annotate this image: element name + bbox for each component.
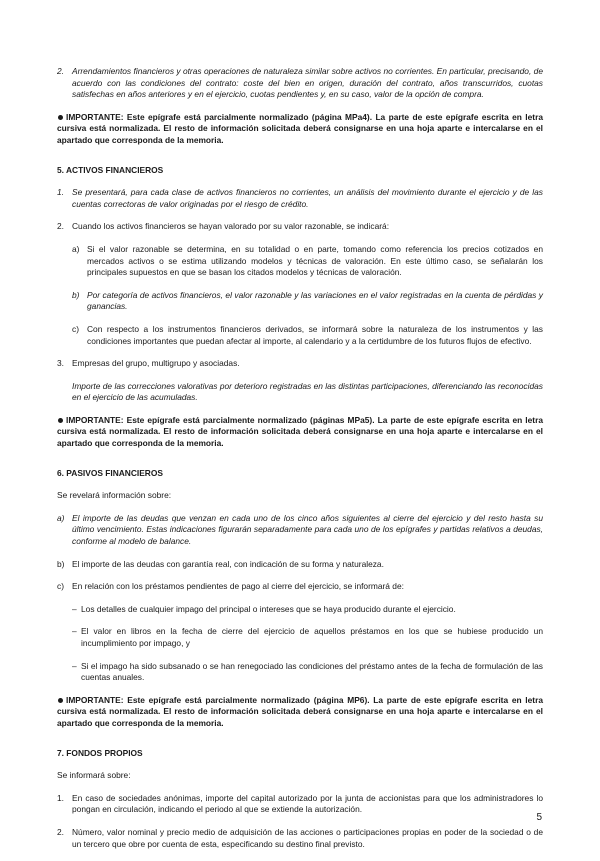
- item-number: 2.: [57, 826, 64, 837]
- sub-text: El importe de las deudas con garantía real, con indicación de su forma y naturaleza.: [72, 558, 384, 569]
- s5-item-3-note: Importe de las correcciones valorativas por deterioro registradas en las distintas participaciones, diferenciando las reconocidas en el ejercicio de las acumuladas.: [72, 380, 543, 403]
- page-number: 5: [536, 812, 542, 823]
- item-number: 3.: [57, 358, 64, 369]
- important-notice-3: [57, 695, 543, 730]
- item-number: 2.: [57, 221, 64, 232]
- sub-letter: c): [57, 581, 64, 592]
- sub-text: Con respecto a los instrumentos financieros derivados, se informará sobre la naturaleza de los instrumentos y las condiciones importantes que puedan afectar al importe, al calendario y a la certidumbre de los futuros flujos de efectivo.: [87, 323, 543, 346]
- s5-sub-a: [72, 244, 543, 279]
- item-number: 1.: [57, 792, 64, 803]
- s7-item-1: [57, 793, 543, 816]
- s7-item-2: [57, 827, 543, 850]
- sub-letter: b): [57, 558, 65, 569]
- s5-sub-b: [72, 290, 543, 313]
- s6-lead: Se revelará información sobre:: [57, 490, 172, 501]
- important-notice-2: [57, 415, 543, 450]
- s5-item-1: [57, 187, 543, 210]
- item-text: En caso de sociedades anónimas, importe del capital autorizado por la junta de accionistas para que los administradores lo pongan en circulación, indicando el periodo al que se extiende la autorización.: [72, 792, 543, 815]
- sub-letter: c): [72, 323, 79, 334]
- s6-sub-c: [57, 581, 543, 593]
- s6-sub-b: [57, 559, 543, 571]
- section-7-title: 7. FONDOS PROPIOS: [57, 747, 143, 758]
- document-page: [57, 66, 543, 861]
- section-6-title: 6. PASIVOS FINANCIEROS: [57, 467, 163, 478]
- s6-dash-2: [57, 626, 543, 649]
- bullet-icon: [58, 698, 63, 703]
- item-text: Arrendamientos financieros y otras operaciones de naturaleza similar sobre activos no corrientes. En particular, precisando, de acuerdo con las condiciones del contrato: coste del bien en origen, duración del contrato, años transcurridos, cuotas satisfechas en años anteriores y en el ejercicio, cuotas pendientes y, en su caso, valor de la opción de compra.: [72, 66, 543, 100]
- sub-letter: a): [72, 243, 80, 254]
- s5-sub-c: [72, 324, 543, 347]
- item-text: Número, valor nominal y precio medio de adquisición de las acciones o participaciones propias en poder de la sociedad o de un tercero que obre por cuenta de esta, especificando su destino final previsto.: [72, 826, 543, 849]
- bullet-icon: [58, 115, 63, 120]
- intro-list-item: [57, 66, 543, 101]
- dash-marker: –: [72, 660, 77, 671]
- important-text: IMPORTANTE: Este epígrafe está parcialmente normalizado (página MPa4). La parte de este epígrafe escrita en letra cursiva está normalizada. El resto de información solicitada deberá consignarse en una hoja aparte e intercalarse en el apartado que corresponda de la memoria.: [57, 111, 543, 145]
- important-notice-1: [57, 112, 543, 147]
- dash-text: Los detalles de cualquier impago del principal o intereses que se haya producido durante el ejercicio.: [81, 603, 456, 614]
- sub-letter: a): [57, 512, 65, 523]
- s5-item-3: [57, 358, 543, 370]
- s6-dash-3: [57, 661, 543, 684]
- dash-marker: –: [72, 626, 77, 637]
- section-5-title: 5. ACTIVOS FINANCIEROS: [57, 164, 164, 175]
- item-text: Empresas del grupo, multigrupo y asociadas.: [72, 358, 240, 369]
- important-text: IMPORTANTE: Este epígrafe está parcialmente normalizado (página MP6). La parte de este epígrafe escrita en letra cursiva está normalizada. El resto de información solicitada deberá consignarse en una hoja aparte e intercalarse en el apartado que corresponda de la memoria.: [57, 694, 543, 728]
- item-text: Cuando los activos financieros se hayan valorado por su valor razonable, se indicará:: [72, 221, 390, 232]
- important-text: IMPORTANTE: Este epígrafe está parcialmente normalizado (páginas MPa5). La parte de este epígrafe escrita en letra cursiva está normalizada. El resto de información solicitada deberá consignarse en una hoja aparte e intercalarse en el apartado que corresponda de la memoria.: [57, 414, 543, 449]
- item-number: 1.: [57, 187, 64, 198]
- s5-sublist: [57, 244, 543, 347]
- sub-text: Por categoría de activos financieros, el valor razonable y las variaciones en el valor registradas en la cuenta de pérdidas y ganancias.: [87, 289, 543, 312]
- sub-text: El importe de las deudas que venzan en cada uno de los cinco años siguientes al cierre del ejercicio y del resto hasta su último vencimiento. Estas indicaciones figurarán separadamente para cada uno de los epígrafes y partidas relativos a deudas, conforme al modelo de balance.: [72, 512, 543, 547]
- s5-item-2: [57, 221, 543, 233]
- s6-sub-a: [57, 513, 543, 548]
- sub-text: Si el valor razonable se determina, en su totalidad o en parte, tomando como referencia los precios cotizados en mercados activos o se estima utilizando modelos y técnicas de valoración. En este último caso, se señalarán los principales supuestos en que se basan los citados modelos y técnicas de valoración.: [87, 243, 543, 278]
- item-number: 2.: [57, 66, 64, 76]
- dash-marker: –: [72, 603, 77, 614]
- s6-dash-1: [57, 604, 543, 616]
- sub-letter: b): [72, 289, 80, 300]
- s7-lead: Se informará sobre:: [57, 770, 131, 781]
- bullet-icon: [58, 418, 63, 423]
- item-text: Se presentará, para cada clase de activos financieros no corrientes, un análisis del movimiento durante el ejercicio y de las cuentas correctoras de valor originadas por el riesgo de crédito.: [72, 187, 543, 209]
- dash-text: Si el impago ha sido subsanado o se han renegociado las condiciones del préstamo antes de la fecha de formulación de las cuentas anuales.: [81, 660, 543, 683]
- sub-text: En relación con los préstamos pendientes de pago al cierre del ejercicio, se informará de:: [72, 581, 404, 592]
- dash-text: El valor en libros en la fecha de cierre del ejercicio de aquellos préstamos en los que se hubiese producido un incumplimiento por impago, y: [81, 626, 543, 648]
